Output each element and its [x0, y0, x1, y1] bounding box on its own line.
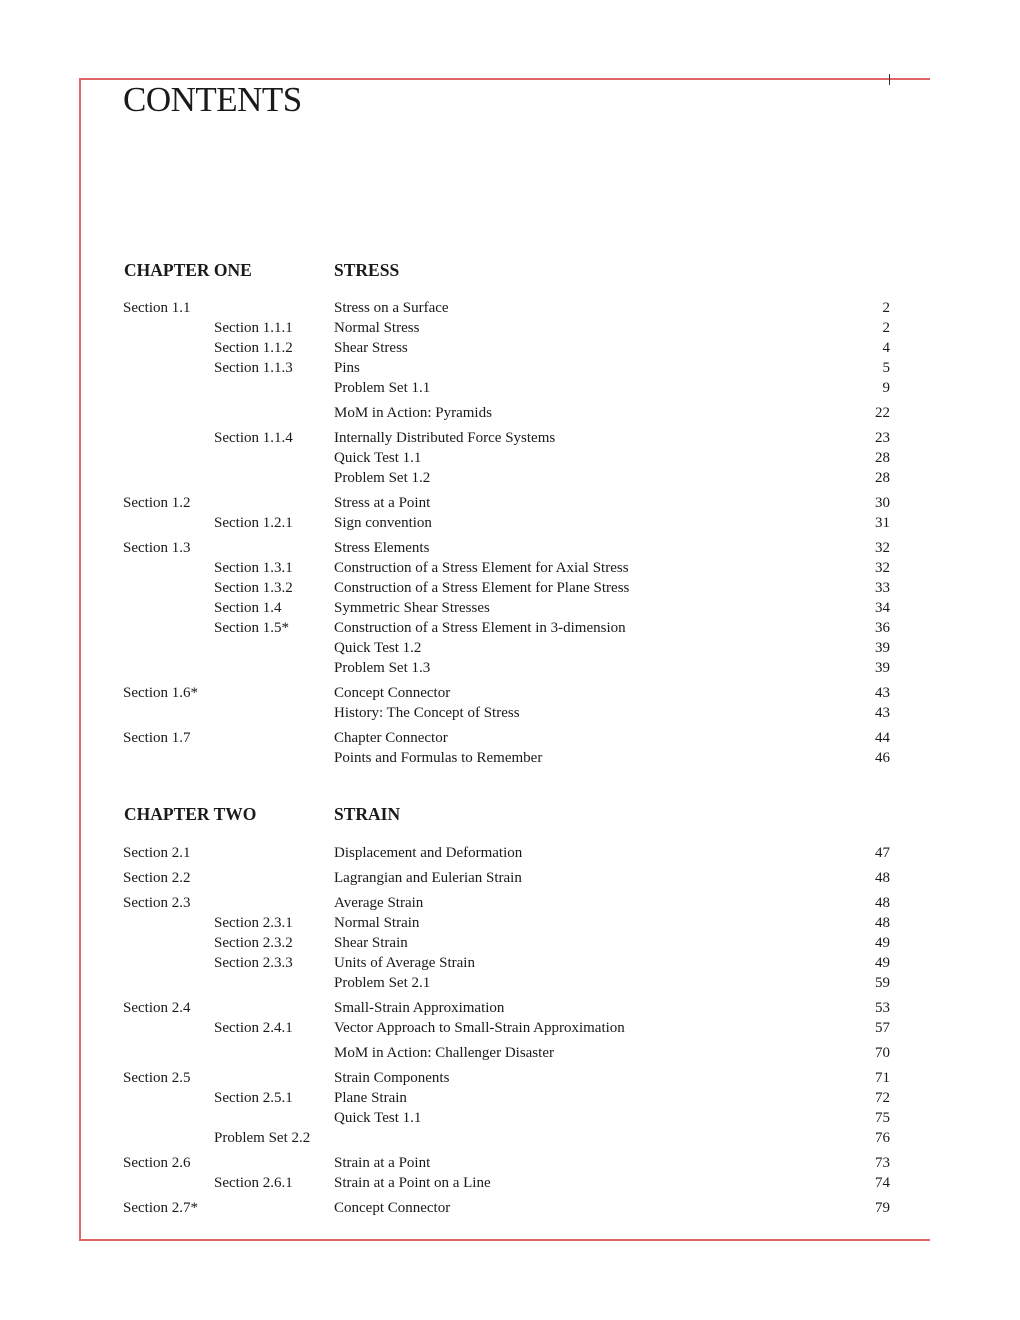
subsection-number: Section 2.3.2 — [214, 935, 293, 951]
section-number: Section 2.7* — [123, 1200, 198, 1216]
entry-title: Shear Strain — [334, 935, 408, 951]
toc-entry — [0, 998, 1020, 1018]
page-number: 23 — [875, 430, 890, 446]
toc-entry — [0, 728, 1020, 748]
toc-entry — [0, 1043, 1020, 1063]
section-number: Section 2.5 — [123, 1070, 191, 1086]
page-number: 28 — [875, 470, 890, 486]
crop-mark — [889, 74, 890, 85]
entry-title: Lagrangian and Eulerian Strain — [334, 870, 522, 886]
toc-entry — [0, 703, 1020, 723]
toc-entry — [0, 748, 1020, 768]
page-number: 79 — [875, 1200, 890, 1216]
entry-title: Shear Stress — [334, 340, 408, 356]
subsection-number: Section 2.4.1 — [214, 1020, 293, 1036]
chapter-title: STRAIN — [334, 804, 401, 824]
toc-entry — [0, 683, 1020, 703]
page-number: 9 — [882, 380, 890, 396]
chapter-heading — [0, 259, 1020, 281]
toc-entry — [0, 1068, 1020, 1088]
subsection-number: Section 2.3.1 — [214, 915, 293, 931]
toc-entry — [0, 538, 1020, 558]
entry-title: Stress Elements — [334, 540, 430, 556]
page-number: 71 — [875, 1070, 890, 1086]
entry-title: Quick Test 1.2 — [334, 640, 422, 656]
entry-title: Vector Approach to Small-Strain Approximation — [334, 1020, 625, 1036]
entry-title: Points and Formulas to Remember — [334, 750, 543, 766]
page-number: 43 — [875, 705, 890, 721]
toc-entry — [0, 913, 1020, 933]
subsection-number: Section 1.3.1 — [214, 560, 293, 576]
subsection-number: Section 2.6.1 — [214, 1175, 293, 1191]
page-number: 75 — [875, 1110, 890, 1126]
section-number: Section 2.1 — [123, 845, 191, 861]
entry-title: Chapter Connector — [334, 730, 448, 746]
toc-entry — [0, 843, 1020, 863]
page-number: 53 — [875, 1000, 890, 1016]
toc-entry — [0, 1198, 1020, 1218]
subsection-number: Section 1.1.3 — [214, 360, 293, 376]
toc-entry — [0, 1108, 1020, 1128]
page-number: 28 — [875, 450, 890, 466]
entry-title: Symmetric Shear Stresses — [334, 600, 490, 616]
page-number: 59 — [875, 975, 890, 991]
subsection-number: Problem Set 2.2 — [214, 1130, 311, 1146]
toc-entry — [0, 638, 1020, 658]
page-number: 49 — [875, 935, 890, 951]
toc-entry — [0, 358, 1020, 378]
entry-title: Strain at a Point — [334, 1155, 431, 1171]
section-number: Section 1.7 — [123, 730, 191, 746]
entry-title: Internally Distributed Force Systems — [334, 430, 556, 446]
section-number: Section 2.6 — [123, 1155, 191, 1171]
section-number: Section 1.2 — [123, 495, 191, 511]
page-number: 2 — [882, 320, 890, 336]
entry-title: Problem Set 1.2 — [334, 470, 431, 486]
entry-title: Construction of a Stress Element for Plane Stress — [334, 580, 630, 596]
page-number: 48 — [875, 915, 890, 931]
entry-title: Quick Test 1.1 — [334, 1110, 422, 1126]
toc-entry — [0, 1128, 1020, 1148]
toc-entry — [0, 868, 1020, 888]
entry-title: Concept Connector — [334, 685, 451, 701]
entry-title: Units of Average Strain — [334, 955, 475, 971]
subsection-number: Section 1.5* — [214, 620, 289, 636]
toc-entry — [0, 598, 1020, 618]
page-number: 5 — [882, 360, 890, 376]
page-number: 31 — [875, 515, 890, 531]
toc-entry — [0, 318, 1020, 338]
page-title: CONTENTS — [123, 80, 302, 119]
section-number: Section 1.6* — [123, 685, 198, 701]
page-number: 39 — [875, 640, 890, 656]
page-number: 48 — [875, 870, 890, 886]
subsection-number: Section 1.2.1 — [214, 515, 293, 531]
toc-entry — [0, 403, 1020, 423]
page-number: 46 — [875, 750, 890, 766]
entry-title: Construction of a Stress Element in 3-dimension — [334, 620, 626, 636]
section-number: Section 2.4 — [123, 1000, 191, 1016]
entry-title: Concept Connector — [334, 1200, 451, 1216]
entry-title: Construction of a Stress Element for Axial Stress — [334, 560, 629, 576]
page-number: 43 — [875, 685, 890, 701]
page-number: 72 — [875, 1090, 890, 1106]
toc-entry — [0, 1018, 1020, 1038]
subsection-number: Section 1.1.2 — [214, 340, 293, 356]
entry-title: Sign convention — [334, 515, 432, 531]
toc-entry — [0, 953, 1020, 973]
toc-entry — [0, 618, 1020, 638]
toc-entry — [0, 578, 1020, 598]
page-number: 47 — [875, 845, 890, 861]
entry-title: Problem Set 2.1 — [334, 975, 431, 991]
page-number: 33 — [875, 580, 890, 596]
page-number: 2 — [882, 300, 890, 316]
toc-entry — [0, 338, 1020, 358]
entry-title: MoM in Action: Pyramids — [334, 405, 492, 421]
toc-entry — [0, 973, 1020, 993]
page-number: 34 — [875, 600, 890, 616]
page-number: 4 — [882, 340, 890, 356]
toc-entry — [0, 558, 1020, 578]
section-number: Section 1.3 — [123, 540, 191, 556]
page-number: 30 — [875, 495, 890, 511]
entry-title: Normal Stress — [334, 320, 420, 336]
entry-title: Average Strain — [334, 895, 424, 911]
entry-title: Displacement and Deformation — [334, 845, 523, 861]
subsection-number: Section 2.5.1 — [214, 1090, 293, 1106]
entry-title: History: The Concept of Stress — [334, 705, 520, 721]
toc-entry — [0, 893, 1020, 913]
toc-entry — [0, 298, 1020, 318]
page-number: 22 — [875, 405, 890, 421]
section-number: Section 2.2 — [123, 870, 191, 886]
page-number: 70 — [875, 1045, 890, 1061]
entry-title: Stress on a Surface — [334, 300, 449, 316]
chapter-label: CHAPTER TWO — [124, 804, 257, 824]
page-number: 74 — [875, 1175, 890, 1191]
subsection-number: Section 1.3.2 — [214, 580, 293, 596]
toc-entry — [0, 513, 1020, 533]
entry-title: Plane Strain — [334, 1090, 407, 1106]
page-number: 76 — [875, 1130, 890, 1146]
entry-title: Normal Strain — [334, 915, 420, 931]
subsection-number: Section 1.4 — [214, 600, 282, 616]
entry-title: MoM in Action: Challenger Disaster — [334, 1045, 554, 1061]
page-number: 39 — [875, 660, 890, 676]
page-number: 57 — [875, 1020, 890, 1036]
chapter-label: CHAPTER ONE — [124, 260, 252, 280]
page-number: 36 — [875, 620, 890, 636]
toc-entry — [0, 378, 1020, 398]
section-number: Section 1.1 — [123, 300, 191, 316]
entry-title: Small-Strain Approximation — [334, 1000, 505, 1016]
page-frame-bottom — [79, 1239, 930, 1241]
entry-title: Pins — [334, 360, 360, 376]
entry-title: Quick Test 1.1 — [334, 450, 422, 466]
section-number: Section 2.3 — [123, 895, 191, 911]
subsection-number: Section 1.1.4 — [214, 430, 293, 446]
toc-entry — [0, 1173, 1020, 1193]
entry-title: Strain at a Point on a Line — [334, 1175, 491, 1191]
subsection-number: Section 1.1.1 — [214, 320, 293, 336]
entry-title: Stress at a Point — [334, 495, 431, 511]
toc-entry — [0, 428, 1020, 448]
toc-entry — [0, 1153, 1020, 1173]
page-number: 73 — [875, 1155, 890, 1171]
chapter-heading — [0, 803, 1020, 825]
entry-title: Strain Components — [334, 1070, 450, 1086]
page-number: 48 — [875, 895, 890, 911]
page-number: 32 — [875, 560, 890, 576]
page-number: 49 — [875, 955, 890, 971]
toc-entry — [0, 448, 1020, 468]
chapter-title: STRESS — [334, 260, 400, 280]
page-number: 32 — [875, 540, 890, 556]
toc-entry — [0, 933, 1020, 953]
toc-entry — [0, 493, 1020, 513]
page-number: 44 — [875, 730, 890, 746]
toc-entry — [0, 658, 1020, 678]
entry-title: Problem Set 1.1 — [334, 380, 431, 396]
entry-title: Problem Set 1.3 — [334, 660, 431, 676]
toc-entry — [0, 1088, 1020, 1108]
toc-entry — [0, 468, 1020, 488]
subsection-number: Section 2.3.3 — [214, 955, 293, 971]
